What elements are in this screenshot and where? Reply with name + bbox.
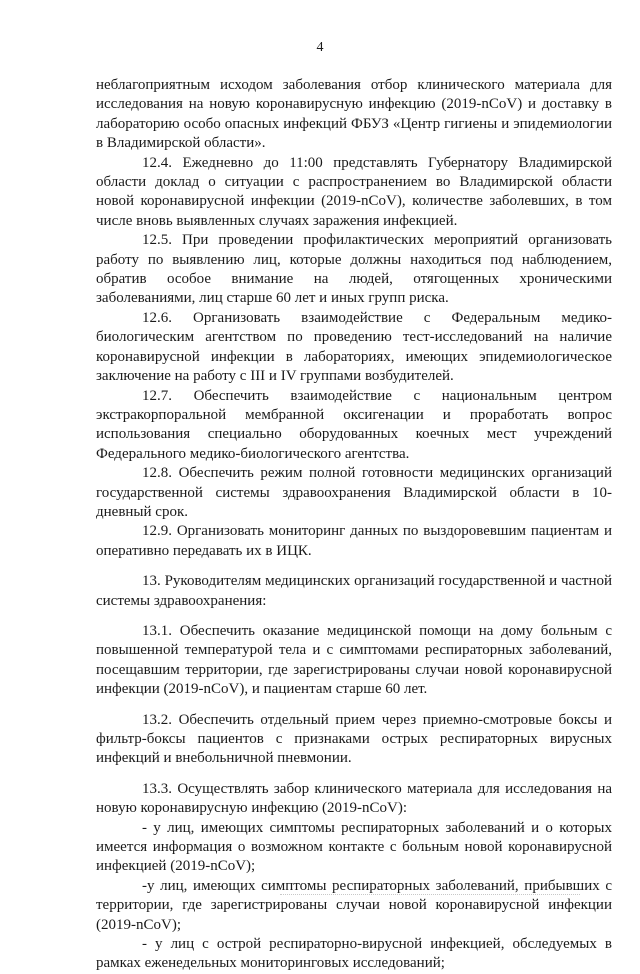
paragraph-13-1: 13.1. Обеспечить оказание медицинской помощи на дому больным с повышенной температурой тела и с симптомами респираторных заболеваний, посещавшим территории, где зарегистрированы случаи новой коронавирусной инфекции (2019-nCoV), и пациентам старше 60 лет.	[96, 622, 612, 698]
paragraph-12-9: 12.9. Организовать мониторинг данных по выздоровевшим пациентам и оперативно передавать их в ИЦК.	[96, 523, 612, 559]
paragraph-12-6: 12.6. Организовать взаимодействие с Федеральным медико-биологическим агентством по проведению тест-исследований на наличие коронавирусной инфекции в лабораториях, имеющих эпидемиологическое заключение на работу с III и IV группами возбудителей.	[96, 309, 612, 385]
list-item: - у лиц, имеющих симптомы респираторных заболеваний и о которых имеется информация о возможном контакте с больным новой коронавирусной инфекцией (2019-nCoV);	[96, 819, 612, 875]
paragraph-13: 13. Руководителям медицинских организаций государственной и частной системы здравоохранения:	[96, 573, 612, 609]
paragraph-13-3: 13.3. Осуществлять забор клинического материала для исследования на новую коронавирусную инфекцию (2019-nCoV):	[96, 780, 612, 817]
paragraph-12-4: 12.4. Ежедневно до 11:00 представлять Губернатору Владимирской области доклад о ситуации с распространением во Владимирской области новой коронавирусной инфекции (2019-nCoV), количестве заболевших, в том числе вновь выявленных случаях заражения инфекцией.	[96, 154, 612, 229]
document-body	[96, 76, 612, 974]
list-item: - у лиц с острой респираторно-вирусной инфекцией, обследуемых в рамках еженедельных мониторинговых исследований;	[96, 936, 612, 972]
paragraph-12-8: 12.8. Обеспечить режим полной готовности медицинских организаций государственной системы здравоохранения Владимирской области в 10-дневный срок.	[96, 465, 612, 520]
list-item: -у лиц, имеющих симптомы респираторных заболеваний, прибывших с территории, где зарегистрированы случаи новой коронавирусной инфекции (2019-nCoV);	[96, 877, 612, 933]
paragraph-12-5: 12.5. При проведении профилактических мероприятий организовать работу по выявлению лиц, которые должны находиться под наблюдением, обратив особое внимание на людей, отягощенных хроническими заболеваниями, лиц старше 60 лет и иных групп риска.	[96, 232, 612, 307]
paragraph-continuation: неблагоприятным исходом заболевания отбор клинического материала для исследования на новую коронавирусную инфекцию (2019-nCoV) и доставку в лабораторию особо опасных инфекций ФБУЗ «Центр гигиены и эпидемиологии в Владимирской области».	[96, 77, 612, 152]
paragraph-13-2: 13.2. Обеспечить отдельный прием через приемно-смотровые боксы и фильтр-боксы пациентов с признаками острых респираторных вирусных инфекций и внебольничной пневмонии.	[96, 711, 612, 767]
scan-artifact-line	[280, 893, 580, 895]
page-number: 4	[316, 40, 324, 55]
paragraph-12-7: 12.7. Обеспечить взаимодействие с национальным центром экстракорпоральной мембранной оксигенации и проработать вопрос использования специально оборудованных коечных мест учреждений Федерального медико-биологического агентства.	[96, 387, 612, 462]
